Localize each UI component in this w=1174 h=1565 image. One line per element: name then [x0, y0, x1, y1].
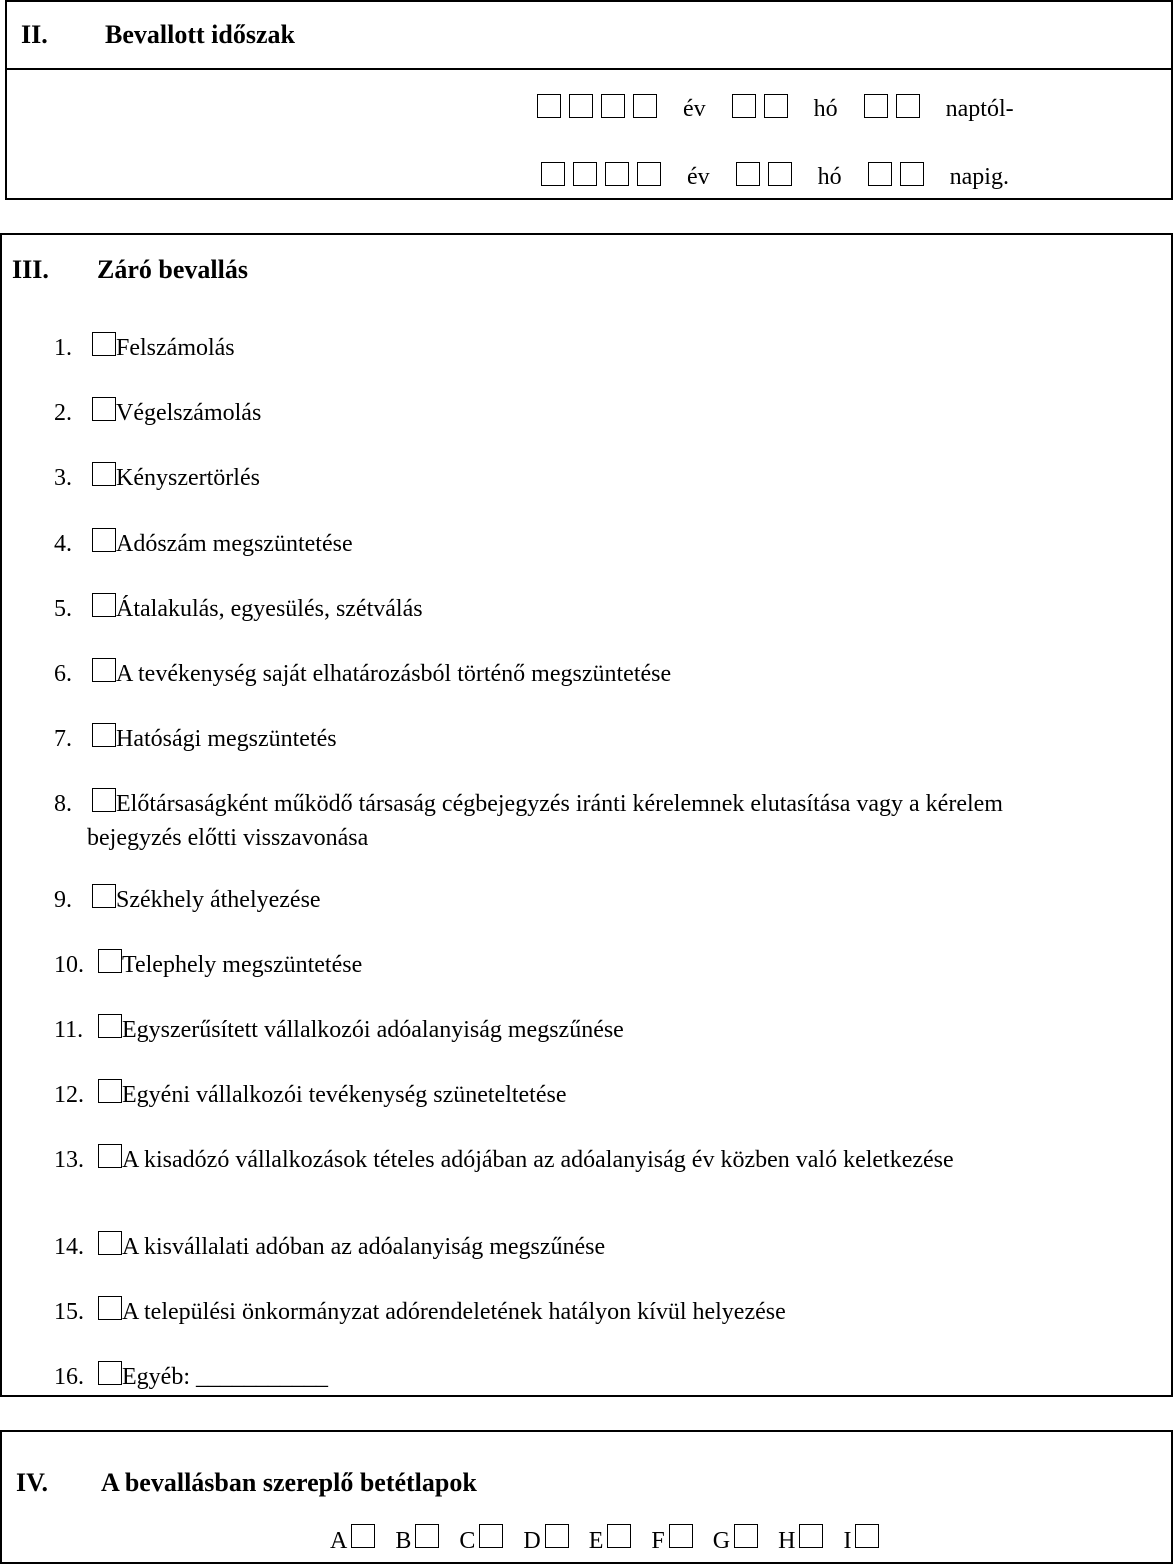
item-label: Telephely megszüntetése	[122, 952, 363, 978]
year-digit-checkbox[interactable]	[541, 162, 565, 186]
list-item	[54, 658, 671, 687]
item-checkbox[interactable]	[98, 1014, 122, 1038]
item-label: Székhely áthelyezése	[116, 887, 321, 913]
item-label: A kisvállalati adóban az adóalanyiság megszűnése	[122, 1234, 606, 1260]
item-label: Kényszertörlés	[116, 465, 260, 491]
list-item	[54, 462, 260, 491]
year-digit-checkbox[interactable]	[537, 94, 561, 118]
list-item	[54, 884, 321, 913]
item-label: Felszámolás	[116, 335, 235, 361]
insert-sheet-option	[459, 1524, 503, 1555]
letter-label: H	[778, 1528, 796, 1554]
section-title: Bevallott időszak	[105, 20, 295, 49]
section-number: III.	[12, 255, 49, 284]
list-item	[54, 1296, 786, 1325]
month-digit-checkbox[interactable]	[764, 94, 788, 118]
insert-sheet-checkboxes	[330, 1524, 893, 1555]
item-checkbox[interactable]	[98, 949, 122, 973]
year-digit-checkbox[interactable]	[637, 162, 661, 186]
letter-label: A	[330, 1528, 348, 1554]
item-number: 6.	[54, 661, 72, 687]
insert-sheet-option	[330, 1524, 375, 1555]
month-digit-checkbox[interactable]	[736, 162, 760, 186]
year-digit-checkbox[interactable]	[573, 162, 597, 186]
insert-sheet-checkbox[interactable]	[479, 1524, 503, 1548]
list-item	[54, 332, 235, 361]
insert-sheet-option	[651, 1524, 692, 1555]
insert-sheet-option	[713, 1524, 758, 1555]
year-label: év	[687, 164, 710, 190]
item-checkbox[interactable]	[92, 397, 116, 421]
year-digit-checkbox[interactable]	[605, 162, 629, 186]
insert-sheet-checkbox[interactable]	[545, 1524, 569, 1548]
day-label: napig.	[949, 164, 1009, 190]
letter-label: F	[651, 1528, 665, 1554]
item-label: Egyéni vállalkozói tevékenység szüneteltetése	[122, 1082, 567, 1108]
list-item	[54, 1079, 567, 1108]
list-item	[54, 528, 353, 557]
section-title: Záró bevallás	[97, 255, 248, 284]
month-digit-checkbox[interactable]	[732, 94, 756, 118]
letter-label: B	[395, 1528, 412, 1554]
item-number: 4.	[54, 531, 72, 557]
insert-sheet-option	[395, 1524, 439, 1555]
letter-label: C	[459, 1528, 476, 1554]
insert-sheet-checkbox[interactable]	[415, 1524, 439, 1548]
day-digit-checkbox[interactable]	[896, 94, 920, 118]
day-digit-checkbox[interactable]	[864, 94, 888, 118]
item-checkbox[interactable]	[98, 1231, 122, 1255]
item-number: 2.	[54, 400, 72, 426]
list-item	[54, 723, 337, 752]
item-number: 15.	[54, 1299, 84, 1325]
section-title: A bevallásban szereplő betétlapok	[101, 1468, 477, 1497]
item-number: 11.	[54, 1017, 84, 1043]
list-item	[54, 1144, 954, 1173]
item-label: Egyszerűsített vállalkozói adóalanyiság megszűnése	[122, 1017, 624, 1043]
item-label: Egyéb: ___________	[122, 1364, 328, 1390]
item-checkbox[interactable]	[92, 658, 116, 682]
item-label: Előtársaságként működő társaság cégbejegyzés iránti kérelemnek elutasítása vagy a kérelem	[116, 791, 1003, 817]
section-header-divider	[7, 68, 1171, 70]
item-checkbox[interactable]	[98, 1361, 122, 1385]
item-checkbox[interactable]	[92, 884, 116, 908]
item-label: Adószám megszüntetése	[116, 531, 353, 557]
insert-sheet-checkbox[interactable]	[855, 1524, 879, 1548]
list-item	[54, 1014, 624, 1043]
item-number: 7.	[54, 726, 72, 752]
day-label: naptól-	[945, 96, 1014, 122]
list-item	[54, 1361, 328, 1390]
section-number: IV.	[16, 1468, 49, 1497]
insert-sheet-checkbox[interactable]	[734, 1524, 758, 1548]
item-checkbox[interactable]	[98, 1296, 122, 1320]
letter-label: G	[712, 1528, 731, 1554]
section-bevallott-idoszak	[5, 0, 1173, 200]
year-digit-checkbox[interactable]	[569, 94, 593, 118]
item-checkbox[interactable]	[92, 788, 116, 812]
item-checkbox[interactable]	[92, 593, 116, 617]
item-number: 14.	[54, 1234, 84, 1260]
item-label: A kisadózó vállalkozások tételes adójában az adóalanyiság év közben való keletkezése	[122, 1147, 954, 1173]
insert-sheet-option	[778, 1524, 823, 1555]
section-zaro-bevallas	[0, 233, 1173, 1397]
insert-sheet-option	[843, 1524, 879, 1555]
item-number: 10.	[54, 952, 84, 978]
day-digit-checkbox[interactable]	[868, 162, 892, 186]
item-label: Hatósági megszüntetés	[116, 726, 337, 752]
item-number: 8.	[54, 791, 72, 817]
list-item	[54, 593, 423, 622]
day-digit-checkbox[interactable]	[900, 162, 924, 186]
insert-sheet-checkbox[interactable]	[607, 1524, 631, 1548]
letter-label: E	[588, 1528, 604, 1554]
year-label: év	[683, 96, 706, 122]
item-label: A tevékenység saját elhatározásból történő megszüntetése	[116, 661, 672, 687]
item-number: 13.	[54, 1147, 84, 1173]
item-checkbox[interactable]	[98, 1144, 122, 1168]
year-digit-checkbox[interactable]	[601, 94, 625, 118]
month-digit-checkbox[interactable]	[768, 162, 792, 186]
month-label: hó	[813, 96, 838, 122]
year-digit-checkbox[interactable]	[633, 94, 657, 118]
item-checkbox[interactable]	[92, 462, 116, 486]
insert-sheet-checkbox[interactable]	[799, 1524, 823, 1548]
date-from-row	[537, 94, 1034, 123]
item-checkbox[interactable]	[98, 1079, 122, 1103]
item-checkbox[interactable]	[92, 332, 116, 356]
insert-sheet-option	[589, 1524, 632, 1555]
insert-sheet-checkbox[interactable]	[669, 1524, 693, 1548]
item-number: 3.	[54, 465, 72, 491]
item-number: 5.	[54, 596, 72, 622]
letter-label: D	[523, 1528, 541, 1554]
list-item	[54, 1231, 605, 1260]
date-to-row	[541, 162, 1029, 191]
insert-sheet-option	[523, 1524, 568, 1555]
section-betetlapok	[0, 1430, 1173, 1564]
item-label-continuation: bejegyzés előtti visszavonása	[87, 825, 369, 851]
item-number: 1.	[54, 335, 72, 361]
item-checkbox[interactable]	[92, 723, 116, 747]
item-number: 16.	[54, 1364, 84, 1390]
item-label: Átalakulás, egyesülés, szétválás	[116, 596, 423, 622]
insert-sheet-checkbox[interactable]	[351, 1524, 375, 1548]
list-item	[54, 397, 261, 426]
item-number: 9.	[54, 887, 72, 913]
list-item	[54, 949, 362, 978]
list-item	[54, 788, 1003, 817]
month-label: hó	[817, 164, 842, 190]
section-number: II.	[21, 20, 48, 49]
item-label: Végelszámolás	[116, 400, 262, 426]
item-number: 12.	[54, 1082, 84, 1108]
item-label: A települési önkormányzat adórendeletének hatályon kívül helyezése	[122, 1299, 786, 1325]
letter-label: I	[843, 1528, 852, 1554]
item-checkbox[interactable]	[92, 528, 116, 552]
